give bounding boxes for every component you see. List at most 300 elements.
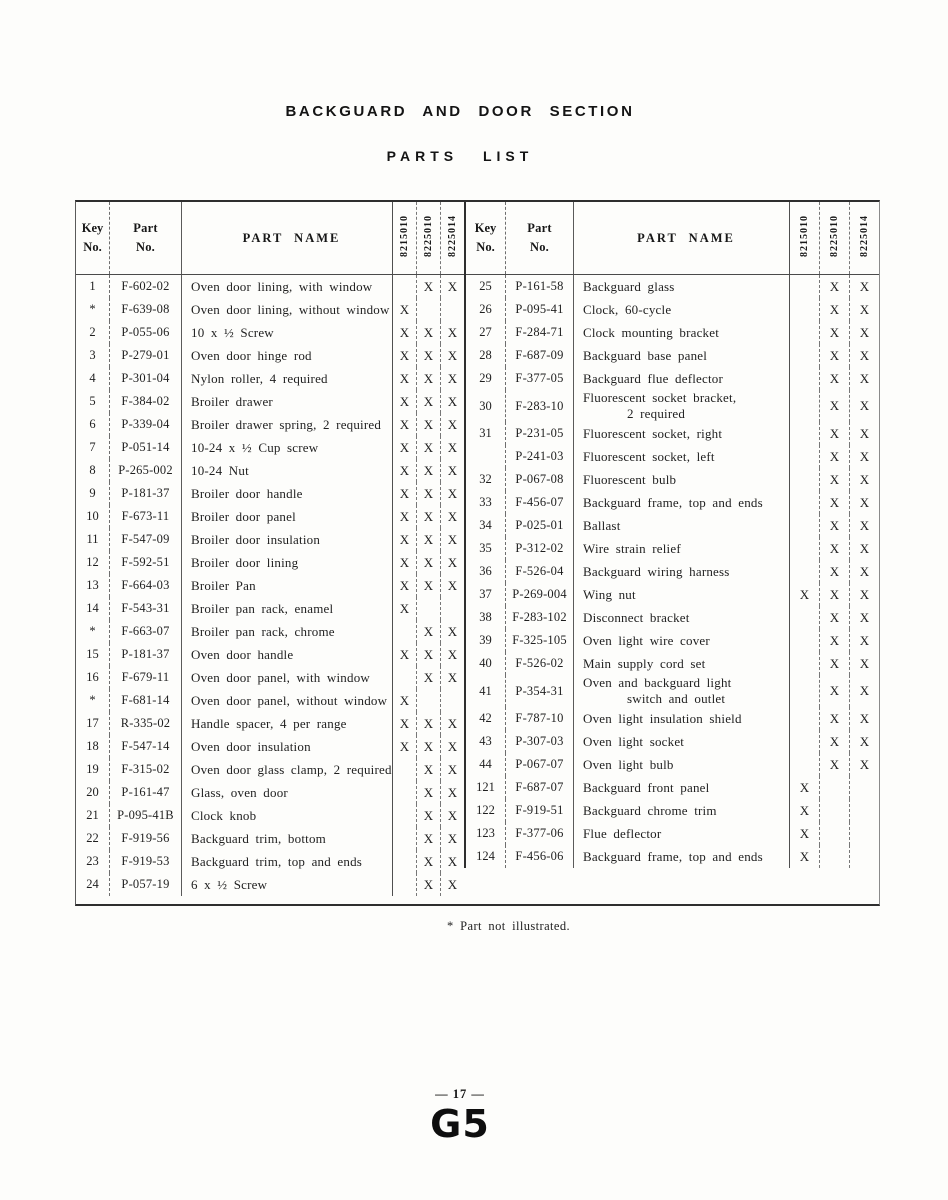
table-row — [465, 707, 879, 730]
part-name-cell: Glass, oven door — [182, 781, 393, 804]
model-mark-cell: X — [393, 367, 417, 390]
key-header-line2: No. — [83, 240, 102, 254]
model-mark-cell — [441, 689, 465, 712]
part-number-cell: F-377-05 — [506, 367, 574, 390]
model-mark-cell — [790, 344, 820, 367]
part-name-cell: Broiler door insulation — [182, 528, 393, 551]
key-cell: * — [76, 689, 110, 712]
model-mark-cell: X — [820, 468, 850, 491]
key-cell: 123 — [465, 822, 506, 845]
key-cell: 33 — [465, 491, 506, 514]
model-mark-cell: X — [393, 551, 417, 574]
part-name-cell: Fluorescent socket, left — [574, 445, 790, 468]
model-mark-cell: X — [417, 873, 441, 896]
part-number-cell: P-279-01 — [110, 344, 182, 367]
table-row — [76, 873, 464, 896]
model-mark-cell: X — [447, 623, 458, 639]
model-mark-cell: X — [417, 528, 441, 551]
part-number-cell: F-456-07 — [506, 491, 574, 514]
part-name-cell: Broiler Pan — [182, 574, 393, 597]
part-name-cell: Flue deflector — [574, 822, 790, 845]
model-mark-cell: X — [859, 540, 870, 556]
table-row — [76, 367, 464, 390]
part-number-cell: F-681-14 — [110, 689, 182, 712]
part-name-cell: Backguard glass — [574, 275, 790, 299]
model-mark-cell: X — [447, 669, 458, 685]
model-mark-cell — [441, 597, 465, 620]
part-number-cell: P-241-03 — [506, 445, 574, 468]
model-mark-cell — [393, 620, 417, 643]
model-mark-cell: X — [447, 485, 458, 501]
part-number-cell: P-231-05 — [506, 422, 574, 445]
table-row — [76, 827, 464, 850]
model-mark-cell: X — [820, 275, 850, 299]
table-row — [465, 491, 879, 514]
model-mark-cell — [393, 781, 417, 804]
model-mark-cell: X — [447, 830, 458, 846]
part-name-cell: Nylon roller, 4 required — [182, 367, 393, 390]
model-mark-cell: X — [393, 459, 417, 482]
model-mark-cell: X — [790, 583, 820, 606]
key-cell: 34 — [465, 514, 506, 537]
table-row — [465, 753, 879, 776]
model-mark-cell: X — [417, 643, 441, 666]
model-mark-cell: X — [820, 730, 850, 753]
model-mark-cell: X — [417, 666, 441, 689]
model-mark-cell: X — [393, 643, 417, 666]
model-mark-cell — [441, 298, 465, 321]
part-name-cell: Wire strain relief — [574, 537, 790, 560]
key-cell: 25 — [465, 275, 506, 299]
part-name-cell: Fluorescent socket bracket, 2 required — [574, 390, 790, 422]
model-mark-cell: X — [820, 491, 850, 514]
part-name-cell: 6 x ½ Screw — [182, 873, 393, 896]
part-number-cell: F-673-11 — [110, 505, 182, 528]
part-number-cell: F-547-14 — [110, 735, 182, 758]
model-mark-cell: X — [393, 390, 417, 413]
part-header-line2: No. — [135, 240, 155, 254]
table-row — [76, 459, 464, 482]
table-row — [76, 298, 464, 321]
key-header-line1: Key — [81, 220, 104, 235]
model-mark-cell — [393, 275, 417, 299]
key-cell: 28 — [465, 344, 506, 367]
part-number-cell: F-284-71 — [506, 321, 574, 344]
model-mark-cell: X — [820, 629, 850, 652]
part-number-cell: F-526-04 — [506, 560, 574, 583]
model-mark-cell: X — [859, 398, 870, 413]
part-number-cell: P-339-04 — [110, 413, 182, 436]
part-name-cell: Handle spacer, 4 per range — [182, 712, 393, 735]
part-number-cell: F-283-102 — [506, 606, 574, 629]
part-number-cell: P-269-004 — [506, 583, 574, 606]
model-mark-cell: X — [859, 710, 870, 726]
table-row — [465, 730, 879, 753]
key-cell: 30 — [465, 390, 506, 422]
part-name-cell: 10 x ½ Screw — [182, 321, 393, 344]
table-row — [465, 468, 879, 491]
part-header-line2: No. — [529, 240, 549, 254]
part-number-cell: F-602-02 — [110, 275, 182, 299]
part-number-cell: F-687-09 — [506, 344, 574, 367]
table-row — [465, 629, 879, 652]
key-cell: 44 — [465, 753, 506, 776]
model-mark-cell — [790, 514, 820, 537]
model-mark-cell — [790, 468, 820, 491]
part-name-cell: Backguard trim, bottom — [182, 827, 393, 850]
part-number-cell: F-663-07 — [110, 620, 182, 643]
table-row — [465, 344, 879, 367]
model-mark-cell — [850, 799, 880, 822]
table-row — [465, 560, 879, 583]
model-mark-cell — [790, 275, 820, 299]
model-mark-cell: X — [859, 517, 870, 533]
part-name-cell: Backguard front panel — [574, 776, 790, 799]
model-mark-cell: X — [417, 551, 441, 574]
part-name-cell: Oven door insulation — [182, 735, 393, 758]
table-row — [76, 850, 464, 873]
model-mark-cell: X — [393, 482, 417, 505]
part-number-cell: F-679-11 — [110, 666, 182, 689]
model-mark-cell: X — [859, 324, 870, 340]
table-row — [76, 528, 464, 551]
key-cell: 9 — [76, 482, 110, 505]
model-mark-cell — [393, 850, 417, 873]
model-mark-cell: X — [820, 583, 850, 606]
model-mark-cell — [417, 597, 441, 620]
model-mark-cell: X — [393, 735, 417, 758]
model-mark-cell: X — [820, 606, 850, 629]
key-no-header — [76, 202, 110, 275]
model-mark-cell: X — [859, 301, 870, 317]
model-mark-cell — [850, 776, 880, 799]
model-mark-cell — [820, 845, 850, 868]
model-column-header: 8215010 — [393, 202, 417, 275]
model-mark-cell: X — [447, 761, 458, 777]
key-cell: 19 — [76, 758, 110, 781]
part-number-cell: F-456-06 — [506, 845, 574, 868]
model-mark-cell — [790, 537, 820, 560]
part-number-cell: R-335-02 — [110, 712, 182, 735]
page-number: — 17 — — [435, 1087, 485, 1101]
model-mark-cell: X — [820, 321, 850, 344]
model-mark-cell: X — [447, 853, 458, 869]
table-row — [76, 390, 464, 413]
part-name-cell: Oven door panel, with window — [182, 666, 393, 689]
model-mark-cell: X — [859, 756, 870, 772]
part-name-cell: Oven door glass clamp, 2 required — [182, 758, 393, 781]
model-mark-cell: X — [447, 324, 458, 340]
model-mark-cell: X — [393, 505, 417, 528]
part-name-cell: Oven door lining, without window — [182, 298, 393, 321]
part-name-cell: Clock knob — [182, 804, 393, 827]
part-number-cell: P-301-04 — [110, 367, 182, 390]
model-mark-cell: X — [417, 482, 441, 505]
key-cell: 7 — [76, 436, 110, 459]
part-name-cell: Oven light bulb — [574, 753, 790, 776]
model-mark-cell: X — [790, 799, 820, 822]
model-mark-cell: X — [790, 776, 820, 799]
model-mark-cell: X — [447, 393, 458, 409]
part-name-cell: Main supply cord set — [574, 652, 790, 675]
part-number-cell: P-181-37 — [110, 643, 182, 666]
model-mark-cell: X — [417, 827, 441, 850]
part-no-header — [506, 202, 574, 275]
model-mark-cell: X — [447, 577, 458, 593]
key-cell: 41 — [465, 675, 506, 707]
part-name-cell: Clock mounting bracket — [574, 321, 790, 344]
part-number-cell: F-384-02 — [110, 390, 182, 413]
model-mark-cell — [790, 298, 820, 321]
model-mark-cell: X — [393, 528, 417, 551]
model-mark-cell: X — [417, 436, 441, 459]
model-mark-cell: X — [447, 439, 458, 455]
part-number-cell: F-325-105 — [506, 629, 574, 652]
key-cell: 27 — [465, 321, 506, 344]
parts-table-left — [76, 202, 464, 896]
part-number-cell: P-055-06 — [110, 321, 182, 344]
model-mark-cell — [790, 606, 820, 629]
key-cell: 15 — [76, 643, 110, 666]
part-number-cell: F-283-10 — [506, 390, 574, 422]
model-mark-cell — [790, 422, 820, 445]
model-mark-cell — [790, 753, 820, 776]
model-column-header: 8225014 — [441, 202, 465, 275]
model-mark-cell: X — [393, 574, 417, 597]
model-mark-cell: X — [859, 586, 870, 602]
model-mark-cell: X — [417, 735, 441, 758]
part-name-cell: Broiler door lining — [182, 551, 393, 574]
model-mark-cell: X — [417, 574, 441, 597]
model-mark-cell — [790, 390, 820, 422]
part-name-cell: Backguard trim, top and ends — [182, 850, 393, 873]
key-cell: 124 — [465, 845, 506, 868]
table-row — [465, 537, 879, 560]
model-mark-cell: X — [859, 683, 870, 698]
model-mark-cell: X — [447, 508, 458, 524]
table-row — [76, 413, 464, 436]
model-mark-cell: X — [820, 560, 850, 583]
part-number-cell: F-919-53 — [110, 850, 182, 873]
part-number-cell: P-307-03 — [506, 730, 574, 753]
key-cell: 2 — [76, 321, 110, 344]
model-mark-cell: X — [447, 807, 458, 823]
table-row — [76, 321, 464, 344]
model-mark-cell: X — [393, 597, 417, 620]
table-row — [76, 781, 464, 804]
model-mark-cell: X — [447, 416, 458, 432]
model-mark-cell — [790, 321, 820, 344]
table-row — [465, 799, 879, 822]
key-cell: 32 — [465, 468, 506, 491]
table-row — [465, 822, 879, 845]
part-number-cell: P-057-19 — [110, 873, 182, 896]
table-row — [76, 666, 464, 689]
key-cell: 40 — [465, 652, 506, 675]
key-cell: 26 — [465, 298, 506, 321]
part-number-cell: F-315-02 — [110, 758, 182, 781]
footnote: * Part not illustrated. — [447, 919, 571, 933]
model-mark-cell: X — [447, 554, 458, 570]
model-mark-cell: X — [859, 347, 870, 363]
table-row — [76, 758, 464, 781]
model-mark-cell: X — [820, 390, 850, 422]
model-mark-cell: X — [393, 712, 417, 735]
key-cell: 122 — [465, 799, 506, 822]
model-mark-cell: X — [859, 733, 870, 749]
part-number-cell: F-919-56 — [110, 827, 182, 850]
key-cell: 43 — [465, 730, 506, 753]
model-mark-cell: X — [447, 646, 458, 662]
table-row — [465, 390, 879, 422]
key-cell: 1 — [76, 275, 110, 299]
model-mark-cell: X — [417, 459, 441, 482]
key-cell: 121 — [465, 776, 506, 799]
model-mark-cell — [790, 445, 820, 468]
model-mark-cell — [393, 758, 417, 781]
part-name-cell: Backguard wiring harness — [574, 560, 790, 583]
table-row — [76, 482, 464, 505]
part-number-cell: P-025-01 — [506, 514, 574, 537]
model-mark-cell: X — [393, 321, 417, 344]
model-mark-cell: X — [859, 370, 870, 386]
plate-code: G5 — [430, 1102, 490, 1146]
model-mark-cell: X — [820, 514, 850, 537]
part-name-cell: Oven light socket — [574, 730, 790, 753]
part-number-cell: P-067-08 — [506, 468, 574, 491]
part-number-cell: P-354-31 — [506, 675, 574, 707]
key-cell: 6 — [76, 413, 110, 436]
key-cell: 14 — [76, 597, 110, 620]
model-mark-cell — [850, 845, 880, 868]
model-mark-cell: X — [447, 347, 458, 363]
table-row — [76, 689, 464, 712]
part-name-cell: Ballast — [574, 514, 790, 537]
model-mark-cell — [790, 629, 820, 652]
part-name-cell: 10-24 x ½ Cup screw — [182, 436, 393, 459]
part-number-cell: F-639-08 — [110, 298, 182, 321]
parts-table-right — [464, 202, 879, 868]
key-cell: 4 — [76, 367, 110, 390]
part-number-cell: P-161-47 — [110, 781, 182, 804]
model-mark-cell: X — [859, 494, 870, 510]
model-mark-cell: X — [820, 298, 850, 321]
part-name-cell: Oven light wire cover — [574, 629, 790, 652]
model-mark-cell: X — [859, 632, 870, 648]
key-cell: 23 — [76, 850, 110, 873]
model-mark-cell: X — [859, 425, 870, 441]
model-column-header: 8225014 — [850, 202, 880, 275]
model-mark-cell: X — [417, 321, 441, 344]
part-name-cell: 10-24 Nut — [182, 459, 393, 482]
model-mark-cell: X — [417, 781, 441, 804]
part-number-cell: F-919-51 — [506, 799, 574, 822]
parts-tables-container — [75, 200, 880, 906]
table-row — [76, 643, 464, 666]
part-name-cell: Backguard frame, top and ends — [574, 845, 790, 868]
table-row — [76, 505, 464, 528]
model-column-header: 8225010 — [417, 202, 441, 275]
part-header-line1: Part — [527, 220, 552, 235]
key-no-header — [465, 202, 506, 275]
model-mark-cell: X — [447, 876, 458, 892]
model-mark-cell: X — [820, 537, 850, 560]
table-row — [76, 597, 464, 620]
table-row — [76, 436, 464, 459]
table-header — [76, 202, 464, 275]
model-mark-cell: X — [820, 707, 850, 730]
key-cell: * — [76, 620, 110, 643]
key-cell: 24 — [76, 873, 110, 896]
part-header-line1: Part — [133, 220, 158, 235]
model-mark-cell: X — [859, 471, 870, 487]
model-mark-cell: X — [859, 278, 870, 294]
part-number-cell: P-265-002 — [110, 459, 182, 482]
model-mark-cell — [790, 730, 820, 753]
part-number-cell: P-181-37 — [110, 482, 182, 505]
key-header-line2: No. — [476, 240, 495, 254]
key-cell: 36 — [465, 560, 506, 583]
key-cell: 35 — [465, 537, 506, 560]
part-number-cell: F-787-10 — [506, 707, 574, 730]
part-number-cell: P-095-41B — [110, 804, 182, 827]
model-mark-cell: X — [417, 505, 441, 528]
part-name-cell: Fluorescent socket, right — [574, 422, 790, 445]
key-cell: 17 — [76, 712, 110, 735]
model-mark-cell — [393, 827, 417, 850]
model-mark-cell: X — [417, 275, 441, 299]
part-name-cell: Oven door panel, without window — [182, 689, 393, 712]
model-mark-cell: X — [417, 804, 441, 827]
part-name-cell: Broiler door handle — [182, 482, 393, 505]
model-mark-cell: X — [859, 563, 870, 579]
key-cell: 42 — [465, 707, 506, 730]
part-name-cell: Fluorescent bulb — [574, 468, 790, 491]
model-mark-cell: X — [417, 758, 441, 781]
table-row — [76, 551, 464, 574]
table-body-right — [465, 275, 879, 869]
key-cell: 16 — [76, 666, 110, 689]
parts-list-subtitle: PARTS LIST — [386, 148, 534, 164]
model-mark-cell: X — [417, 413, 441, 436]
key-cell: 22 — [76, 827, 110, 850]
table-body-left — [76, 275, 464, 897]
model-mark-cell: X — [820, 422, 850, 445]
model-mark-cell: X — [447, 738, 458, 754]
model-mark-cell: X — [447, 370, 458, 386]
table-row — [465, 675, 879, 707]
model-mark-cell: X — [820, 652, 850, 675]
table-row — [76, 735, 464, 758]
part-number-cell: F-543-31 — [110, 597, 182, 620]
page-title: BACKGUARD AND DOOR SECTION — [285, 103, 635, 120]
model-mark-cell — [850, 822, 880, 845]
key-cell: 37 — [465, 583, 506, 606]
part-name-cell: Broiler pan rack, enamel — [182, 597, 393, 620]
model-mark-cell — [393, 666, 417, 689]
model-mark-cell: X — [790, 845, 820, 868]
part-name-cell: Backguard frame, top and ends — [574, 491, 790, 514]
model-mark-cell — [820, 822, 850, 845]
key-cell: 20 — [76, 781, 110, 804]
table-row — [465, 298, 879, 321]
model-mark-cell: X — [820, 367, 850, 390]
key-cell: 13 — [76, 574, 110, 597]
key-cell: 3 — [76, 344, 110, 367]
key-cell: * — [76, 298, 110, 321]
model-mark-cell — [417, 298, 441, 321]
table-row — [465, 514, 879, 537]
